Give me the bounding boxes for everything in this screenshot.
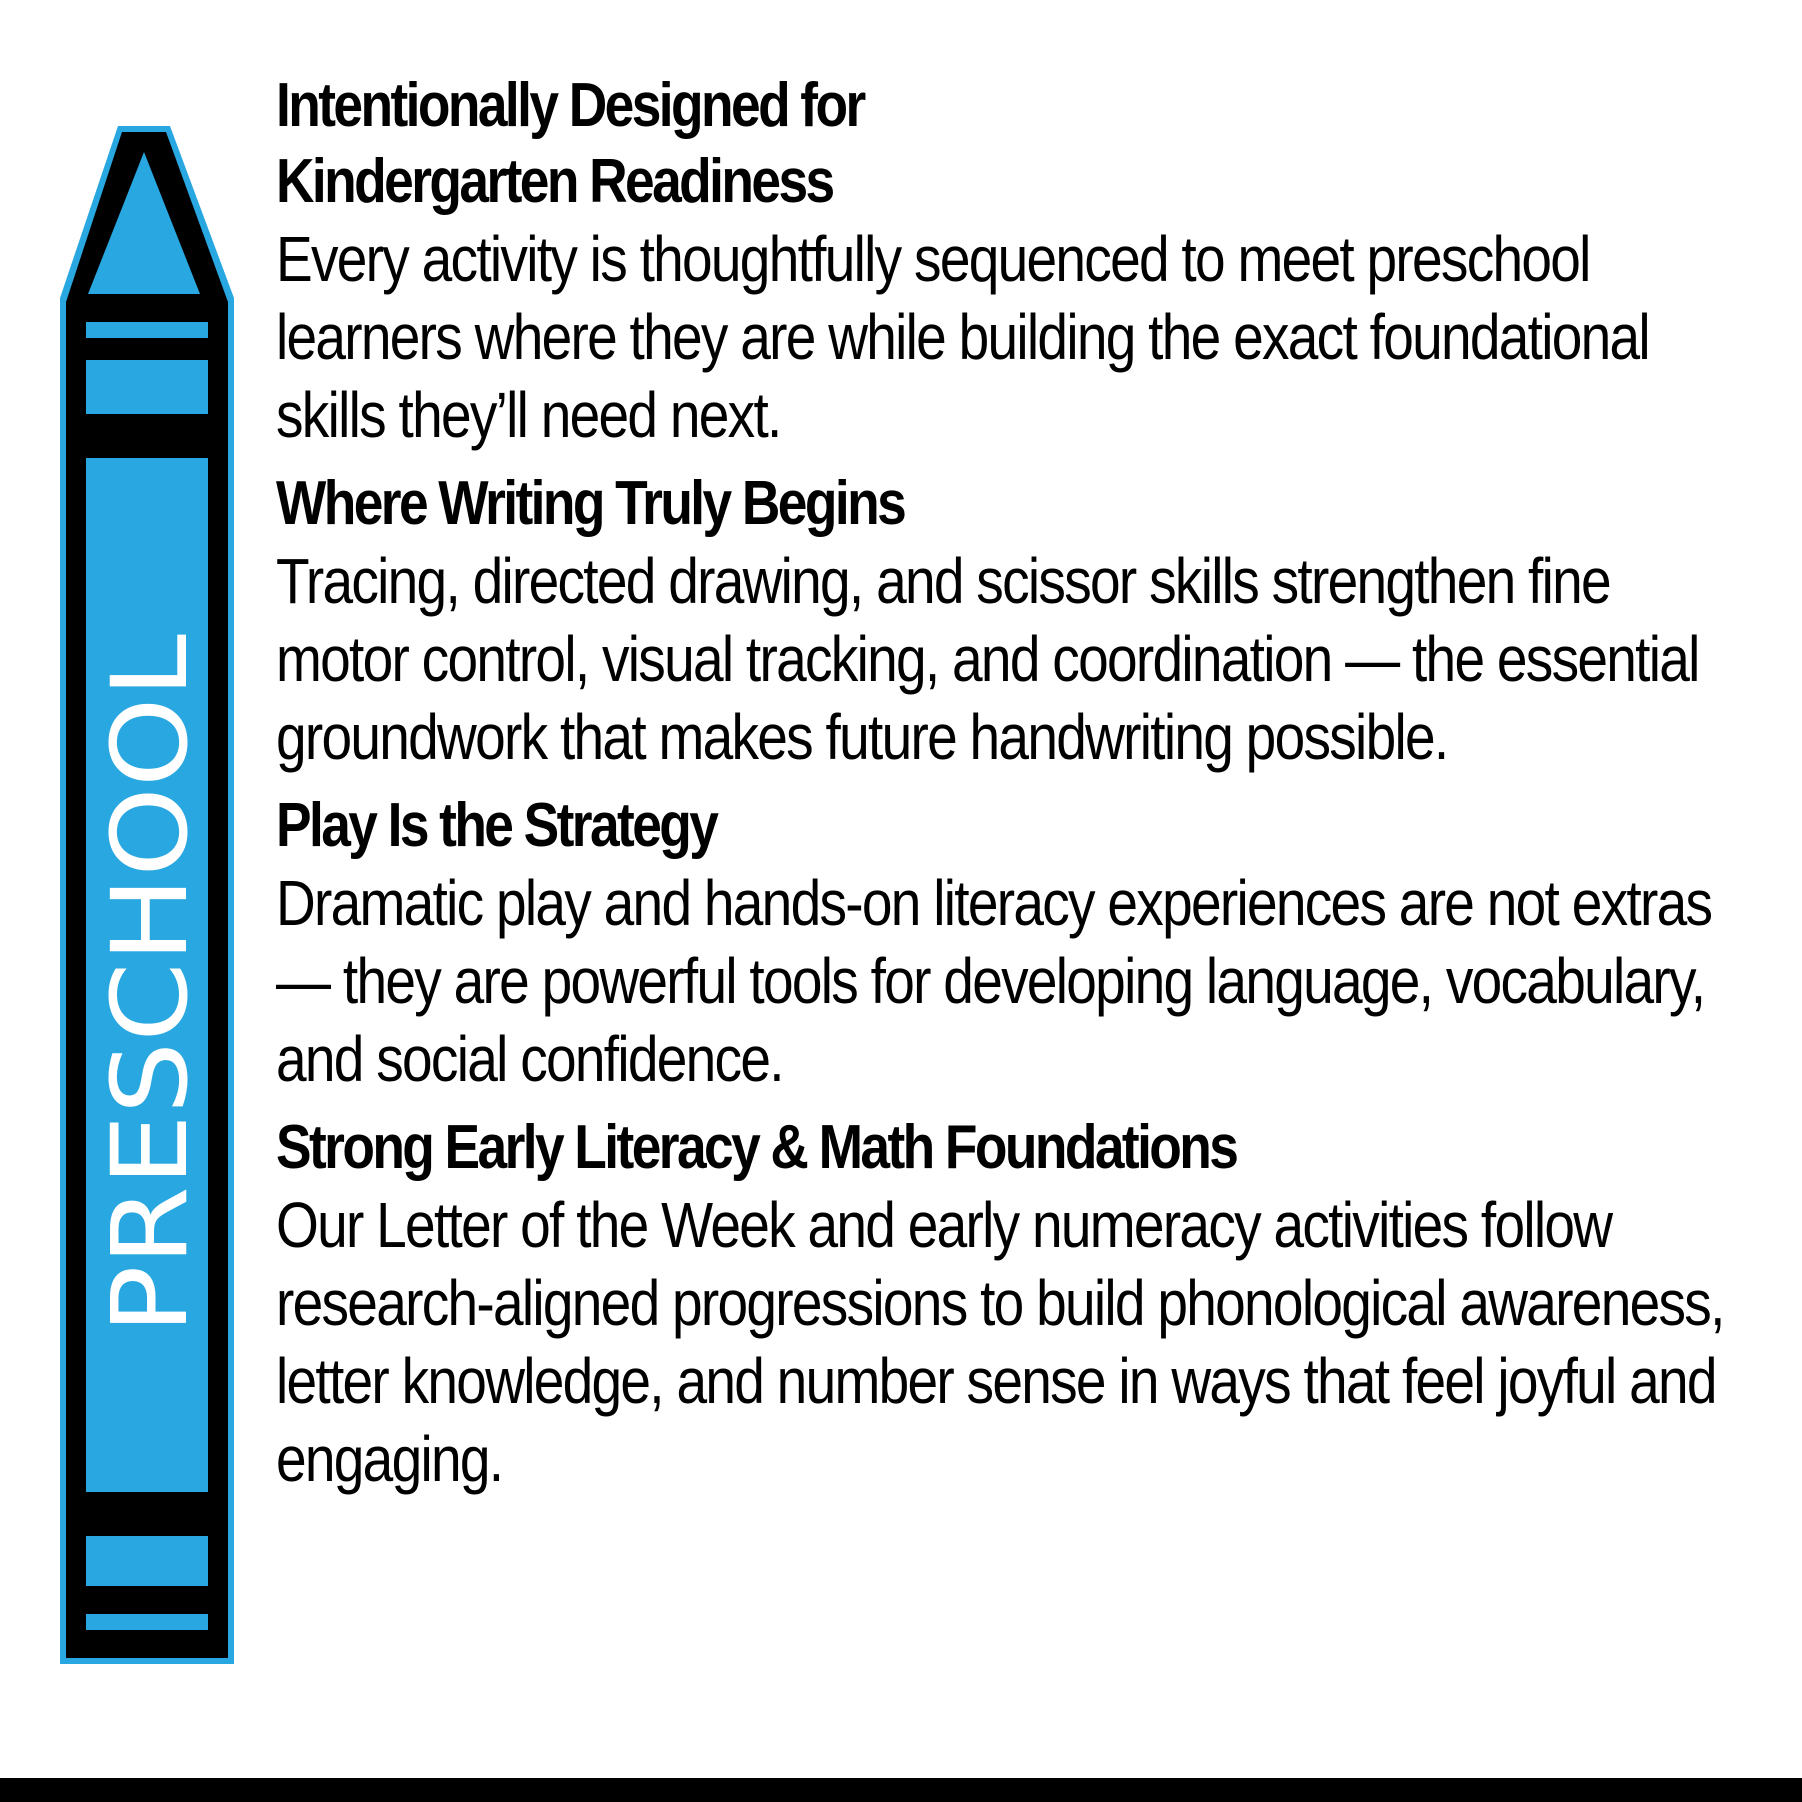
crayon-graphic [58, 124, 238, 1666]
crayon-bottom-stripe-1 [86, 1536, 208, 1586]
crayon-bottom-stripe-2 [86, 1614, 208, 1630]
section-title: Where Writing Truly Begins [276, 469, 905, 538]
section-body: Every activity is thoughtfully sequenced to meet preschool learners where they are while building the exact foundational skills they’ll need next. [276, 223, 1649, 451]
bottom-border-bar [0, 1778, 1802, 1802]
content-column [276, 68, 1766, 1510]
section-body: Tracing, directed drawing, and scissor skills strengthen fine motor control, visual tracking, and coordination — the essential groundwork that makes future handwriting possible. [276, 545, 1699, 773]
section-title: Intentionally Designed for Kindergarten Readiness [276, 71, 864, 216]
section-kindergarten-readiness [276, 68, 1766, 454]
section-body: Dramatic play and hands-on literacy experiences are not extras — they are powerful tools for developing language, vocabulary, and social confidence. [276, 867, 1712, 1095]
section-writing-begins [276, 466, 1766, 776]
section-title: Strong Early Literacy & Math Foundations [276, 1113, 1237, 1182]
section-literacy-math [276, 1110, 1766, 1498]
crayon-label: PRESCHOOL [89, 694, 211, 1334]
crayon-top-stripe-2 [86, 360, 208, 414]
section-play-strategy [276, 788, 1766, 1098]
section-title: Play Is the Strategy [276, 791, 717, 860]
section-body: Our Letter of the Week and early numeracy activities follow research-aligned progressions to build phonological awareness, letter knowledge, and number sense in ways that feel joyful and engaging. [276, 1189, 1724, 1495]
crayon-top-stripe-1 [86, 322, 208, 338]
